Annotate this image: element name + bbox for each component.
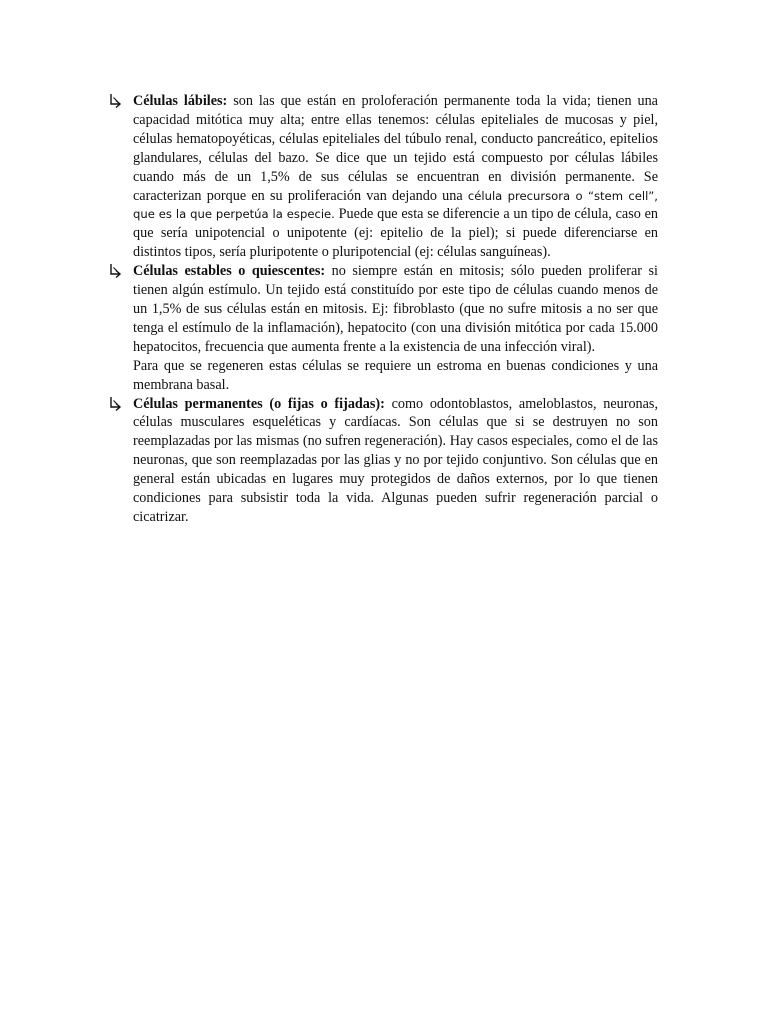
- hooked-arrow-icon: [109, 263, 123, 279]
- item-text: como odontoblastos, ameloblastos, neuronas, células musculares esqueléticas y cardíacas. Son células que si se destruyen no son reemplazadas por las mismas (no sufren regeneración). Hay casos especiales, como el de las neuronas, que son reemplazadas por las glias y no por tejido conjuntivo. Son células que en general están ubicadas en lugares muy protegidos de daños externos, por lo que tienen condiciones para subsistir toda la vida. Algunas pueden sufrir regeneración parcial o cicatrizar.: [133, 395, 658, 525]
- hooked-arrow-icon: [109, 396, 123, 412]
- item-text: son las que están en proloferación permanente toda la vida; tienen una capacidad mitótica muy alta; entre ellas tenemos: células epiteliales de mucosas y piel, células hematopoyéticas, células epiteliales del túbulo renal, conducto pancreático, epitelios glandulares, células del bazo. Se dice que un tejido está compuesto por células lábiles cuando más de un 1,5% de sus células se encuentran en división permanente. Se caracterizan porque en su proliferación van dejando una: [133, 93, 658, 204]
- item-extra-paragraph: Para que se regeneren estas células se requiere un estroma en buenas condiciones y una membrana basal.: [133, 357, 658, 393]
- item-term: Células lábiles:: [133, 93, 228, 109]
- item-text-sans: célula precursora o “stem cell”, que es la que perpetúa la especie.: [133, 188, 658, 222]
- list-item-permanent-cells: [133, 395, 658, 527]
- item-text-continued: Puede que esta se diferencie a un tipo de célula, caso en que sería unipotencial o unipotente (ej: epitelio de la piel); si puede diferenciarse en distintos tipos, sería pluripotente o pluripotencial (ej: células sanguíneas).: [133, 206, 658, 261]
- item-term: Células estables o quiescentes:: [133, 263, 326, 280]
- list-item-labile-cells: [133, 92, 658, 262]
- item-term: Células permanentes (o fijas o fijadas):: [133, 395, 385, 412]
- hooked-arrow-icon: [109, 93, 123, 109]
- item-text: no siempre están en mitosis; sólo pueden proliferar si tienen algún estímulo. Un tejido está constituído por este tipo de células cuando menos de un 1,5% de sus células están en mitosis. Ej: fibroblasto (que no sufre mitosis a no ser que tenga el estímulo de la inflamación), hepatocito (con una división mitótica por cada 15.000 hepatocitos, frecuencia que aumenta frente a la existencia de una infección viral).: [133, 263, 658, 355]
- list-item-stable-cells: [133, 262, 658, 394]
